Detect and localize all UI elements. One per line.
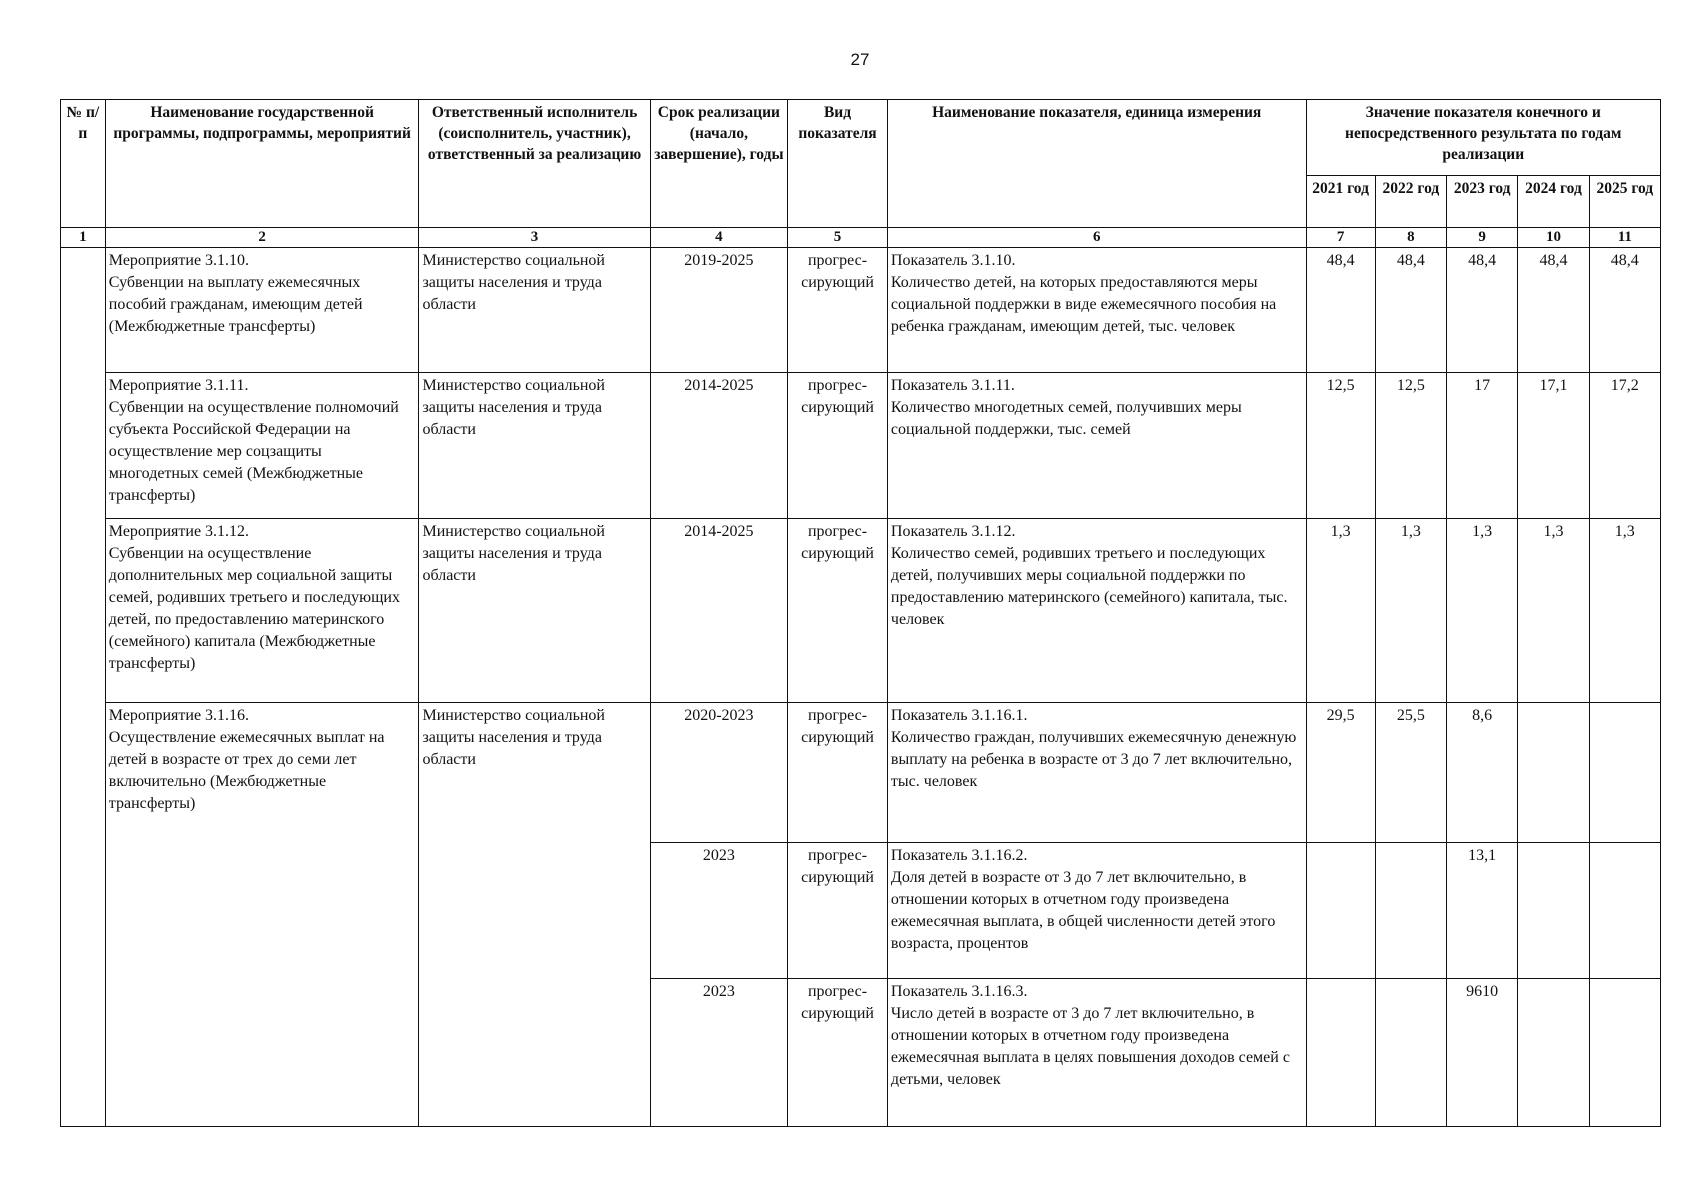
- indicator-text: Количество семей, родивших третьего и последующих детей, получивших меры социальной поддержки по предоставлению материнского (семейного) капитала, тыс. человек: [890, 545, 1288, 628]
- value-cell: 1,3: [1518, 519, 1589, 703]
- event-name: Субвенции на осуществление дополнительных мер социальной защиты семей, родивших третьего и последующих детей, по предоставлению материнского (семейного) капитала (Межбюджетные трансферты): [108, 545, 400, 672]
- executor-cell: Министерство социальной защиты населения и труда области: [419, 519, 650, 703]
- value-cell: 9610: [1447, 979, 1518, 1127]
- value-cell: 29,5: [1306, 703, 1375, 843]
- value-cell: [1589, 703, 1660, 843]
- header-year: 2025 год: [1589, 176, 1660, 228]
- value-cell: 1,3: [1306, 519, 1375, 703]
- indicator-text: Доля детей в возрасте от 3 до 7 лет включительно, в отношении которых в отчетном году произведена ежемесячная выплата, в общей численности детей этого возраста, процентов: [890, 869, 1276, 952]
- value-cell: 48,4: [1447, 248, 1518, 373]
- value-cell: [1518, 703, 1589, 843]
- indicator-cell: [887, 373, 1306, 519]
- executor-cell: Министерство социальной защиты населения и труда области: [419, 248, 650, 373]
- indicator-type-cell: прогрес-сирующий: [788, 373, 888, 519]
- period-cell: 2023: [650, 979, 787, 1127]
- header-year: 2024 год: [1518, 176, 1589, 228]
- indicator-cell: [887, 843, 1306, 979]
- event-name: Осуществление ежемесячных выплат на детей в возрасте от трех до семи лет включительно (Межбюджетные трансферты): [108, 729, 385, 812]
- header-period: Срок реализации (начало, завершение), годы: [650, 100, 787, 228]
- indicator-type-cell: прогрес-сирующий: [788, 703, 888, 843]
- column-number: 2: [105, 228, 419, 248]
- indicator-cell: [887, 248, 1306, 373]
- value-cell: 1,3: [1589, 519, 1660, 703]
- value-cell: 13,1: [1447, 843, 1518, 979]
- indicator-type-cell: прогрес-сирующий: [788, 248, 888, 373]
- indicator-cell: [887, 519, 1306, 703]
- executor-cell: Министерство социальной защиты населения и труда области: [419, 703, 650, 1127]
- column-numbers-row: [61, 228, 1661, 248]
- period-cell: 2014-2025: [650, 519, 787, 703]
- executor-cell: Министерство социальной защиты населения и труда области: [419, 373, 650, 519]
- value-cell: 17: [1447, 373, 1518, 519]
- column-number: 7: [1306, 228, 1375, 248]
- table-row: [61, 703, 1661, 843]
- value-cell: 17,1: [1518, 373, 1589, 519]
- column-number: 6: [887, 228, 1306, 248]
- header-indicator-type: Вид показателя: [788, 100, 888, 228]
- row-number-cell: [61, 248, 106, 1127]
- indicator-text: Число детей в возрасте от 3 до 7 лет включительно, в отношении которых в отчетном году произведена ежемесячная выплата в целях повышения доходов семей с детьми, человек: [890, 1005, 1290, 1088]
- indicator-text: Количество многодетных семей, получивших меры социальной поддержки, тыс. семей: [890, 399, 1242, 438]
- table-row: [61, 373, 1661, 519]
- value-cell: [1375, 843, 1446, 979]
- column-number: 1: [61, 228, 106, 248]
- event-cell: [105, 703, 419, 1127]
- page-number: 27: [850, 50, 870, 69]
- value-cell: [1306, 979, 1375, 1127]
- period-cell: 2020-2023: [650, 703, 787, 843]
- value-cell: [1375, 979, 1446, 1127]
- indicator-label: Показатель 3.1.12.: [890, 523, 1016, 540]
- header-indicator-name: Наименование показателя, единица измерения: [887, 100, 1306, 228]
- header-number: № п/п: [61, 100, 106, 228]
- event-name: Субвенции на осуществление полномочий субъекта Российской Федерации на осуществление мер соцзащиты многодетных семей (Межбюджетные трансферты): [108, 399, 399, 504]
- value-cell: 17,2: [1589, 373, 1660, 519]
- event-cell: [105, 519, 419, 703]
- event-code: Мероприятие 3.1.16.: [108, 707, 250, 724]
- value-cell: [1589, 979, 1660, 1127]
- value-cell: 48,4: [1518, 248, 1589, 373]
- period-cell: 2014-2025: [650, 373, 787, 519]
- header-values-group: Значение показателя конечного и непосредственного результата по годам реализации: [1306, 100, 1661, 176]
- indicator-label: Показатель 3.1.10.: [890, 252, 1016, 269]
- table-row: [61, 519, 1661, 703]
- indicator-cell: [887, 703, 1306, 843]
- event-cell: [105, 373, 419, 519]
- column-number: 8: [1375, 228, 1446, 248]
- value-cell: [1518, 843, 1589, 979]
- indicator-text: Количество детей, на которых предоставляются меры социальной поддержки в виде ежемесячного пособия на ребенка гражданам, имеющим детей, тыс. человек: [890, 274, 1277, 335]
- table-row: [61, 248, 1661, 373]
- value-cell: [1589, 843, 1660, 979]
- indicator-label: Показатель 3.1.16.1.: [890, 707, 1028, 724]
- indicator-label: Показатель 3.1.16.2.: [890, 847, 1028, 864]
- indicator-type-cell: прогрес-сирующий: [788, 843, 888, 979]
- event-cell: [105, 248, 419, 373]
- event-code: Мероприятие 3.1.11.: [108, 377, 249, 394]
- column-number: 9: [1447, 228, 1518, 248]
- column-number: 11: [1589, 228, 1660, 248]
- value-cell: [1306, 843, 1375, 979]
- program-table: [60, 99, 1661, 1127]
- column-number: 3: [419, 228, 650, 248]
- event-code: Мероприятие 3.1.10.: [108, 252, 250, 269]
- header-year: 2023 год: [1447, 176, 1518, 228]
- indicator-cell: [887, 979, 1306, 1127]
- value-cell: 25,5: [1375, 703, 1446, 843]
- value-cell: [1518, 979, 1589, 1127]
- indicator-label: Показатель 3.1.16.3.: [890, 983, 1028, 1000]
- indicator-text: Количество граждан, получивших ежемесячную денежную выплату на ребенка в возрасте от 3 до 7 лет включительно, тыс. человек: [890, 729, 1297, 790]
- indicator-label: Показатель 3.1.11.: [890, 377, 1015, 394]
- value-cell: 48,4: [1306, 248, 1375, 373]
- column-number: 5: [788, 228, 888, 248]
- header-year: 2021 год: [1306, 176, 1375, 228]
- event-name: Субвенции на выплату ежемесячных пособий гражданам, имеющим детей (Межбюджетные трансферты): [108, 274, 363, 335]
- column-number: 10: [1518, 228, 1589, 248]
- value-cell: 1,3: [1375, 519, 1446, 703]
- value-cell: 1,3: [1447, 519, 1518, 703]
- value-cell: 48,4: [1589, 248, 1660, 373]
- period-cell: 2023: [650, 843, 787, 979]
- value-cell: 48,4: [1375, 248, 1446, 373]
- value-cell: 8,6: [1447, 703, 1518, 843]
- period-cell: 2019-2025: [650, 248, 787, 373]
- header-program-name: Наименование государственной программы, подпрограммы, мероприятий: [105, 100, 419, 228]
- header-executor: Ответственный исполнитель (соисполнитель, участник), ответственный за реализацию: [419, 100, 650, 228]
- indicator-type-cell: прогрес-сирующий: [788, 519, 888, 703]
- header-year: 2022 год: [1375, 176, 1446, 228]
- value-cell: 12,5: [1306, 373, 1375, 519]
- value-cell: 12,5: [1375, 373, 1446, 519]
- event-code: Мероприятие 3.1.12.: [108, 523, 250, 540]
- column-number: 4: [650, 228, 787, 248]
- indicator-type-cell: прогрес-сирующий: [788, 979, 888, 1127]
